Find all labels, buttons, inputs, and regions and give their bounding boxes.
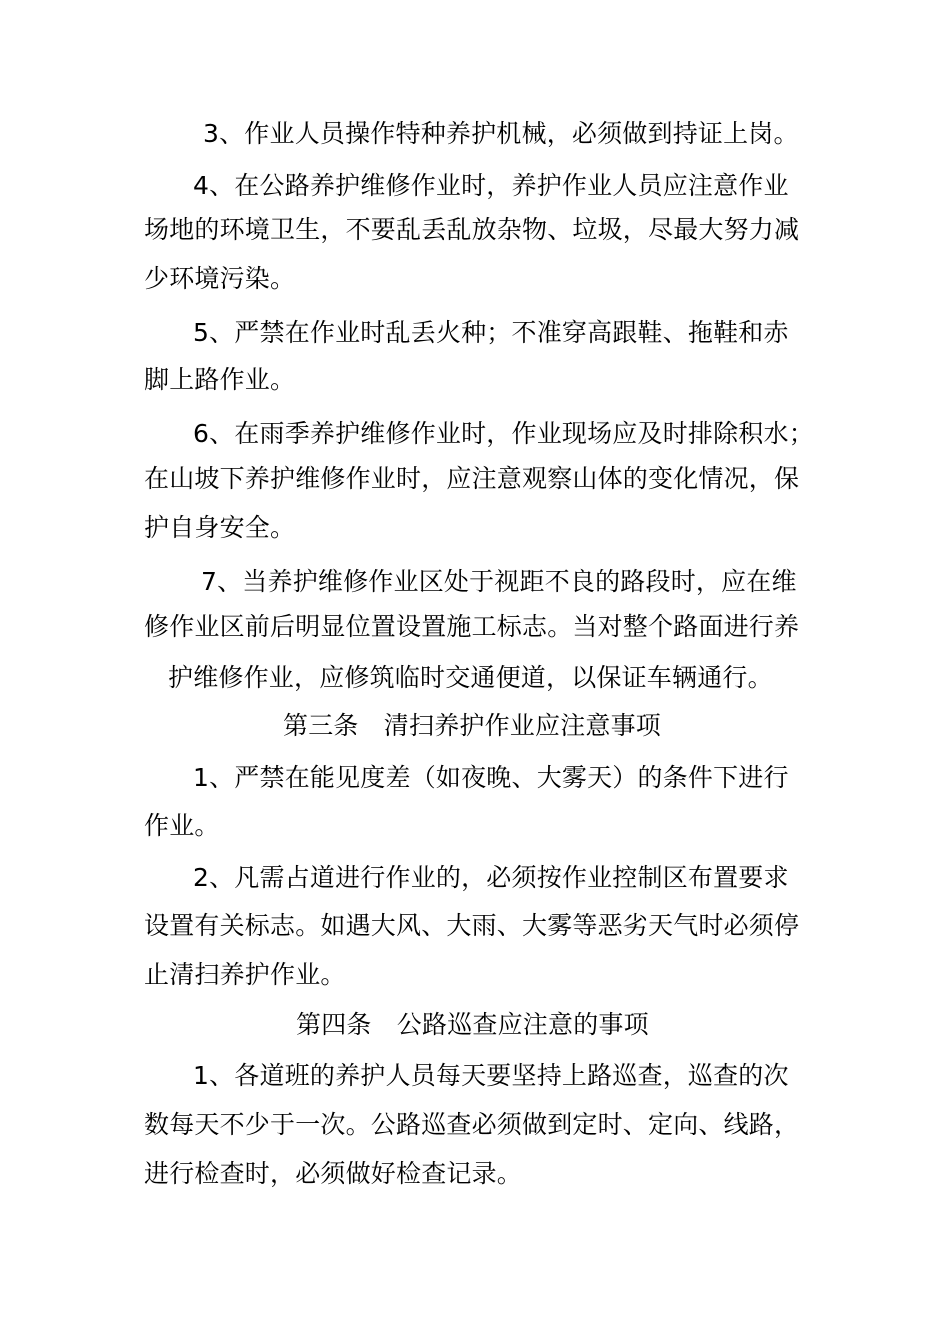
paragraph-line: 少环境污染。 [144, 264, 296, 293]
paragraph-line: 3、作业人员操作特种养护机械，必须做到持证上岗。 [203, 119, 799, 148]
paragraph-line: 6、在雨季养护维修作业时，作业现场应及时排除积水； [193, 419, 814, 448]
paragraph-line: 场地的环境卫生，不要乱丢乱放杂物、垃圾，尽最大努力减 [144, 215, 800, 244]
section-heading: 第四条 公路巡查应注意的事项 [296, 1010, 649, 1039]
paragraph-line: 数每天不少于一次。公路巡查必须做到定时、定向、线路， [144, 1110, 800, 1139]
paragraph-line: 作业。 [144, 811, 220, 840]
paragraph-line: 修作业区前后明显位置设置施工标志。当对整个路面进行养 [144, 612, 800, 641]
paragraph-line: 护维修作业，应修筑临时交通便道，以保证车辆通行。 [168, 663, 773, 692]
paragraph-line: 2、凡需占道进行作业的，必须按作业控制区布置要求 [193, 863, 789, 892]
paragraph-line: 进行检查时，必须做好检查记录。 [144, 1159, 523, 1188]
paragraph-line: 7、当养护维修作业区处于视距不良的路段时，应在维 [201, 567, 797, 596]
paragraph-line: 1、各道班的养护人员每天要坚持上路巡查，巡查的次 [193, 1061, 789, 1090]
paragraph-line: 设置有关标志。如遇大风、大雨、大雾等恶劣天气时必须停 [144, 911, 800, 940]
paragraph-line: 4、在公路养护维修作业时，养护作业人员应注意作业 [193, 171, 789, 200]
paragraph-line: 脚上路作业。 [144, 365, 296, 394]
paragraph-line: 止清扫养护作业。 [144, 960, 346, 989]
section-heading: 第三条 清扫养护作业应注意事项 [283, 711, 662, 740]
paragraph-line: 护自身安全。 [144, 513, 296, 542]
paragraph-line: 5、严禁在作业时乱丢火种；不准穿高跟鞋、拖鞋和赤 [193, 318, 789, 347]
paragraph-line: 在山坡下养护维修作业时，应注意观察山体的变化情况，保 [144, 464, 800, 493]
paragraph-line: 1、严禁在能见度差（如夜晚、大雾天）的条件下进行 [193, 763, 789, 792]
